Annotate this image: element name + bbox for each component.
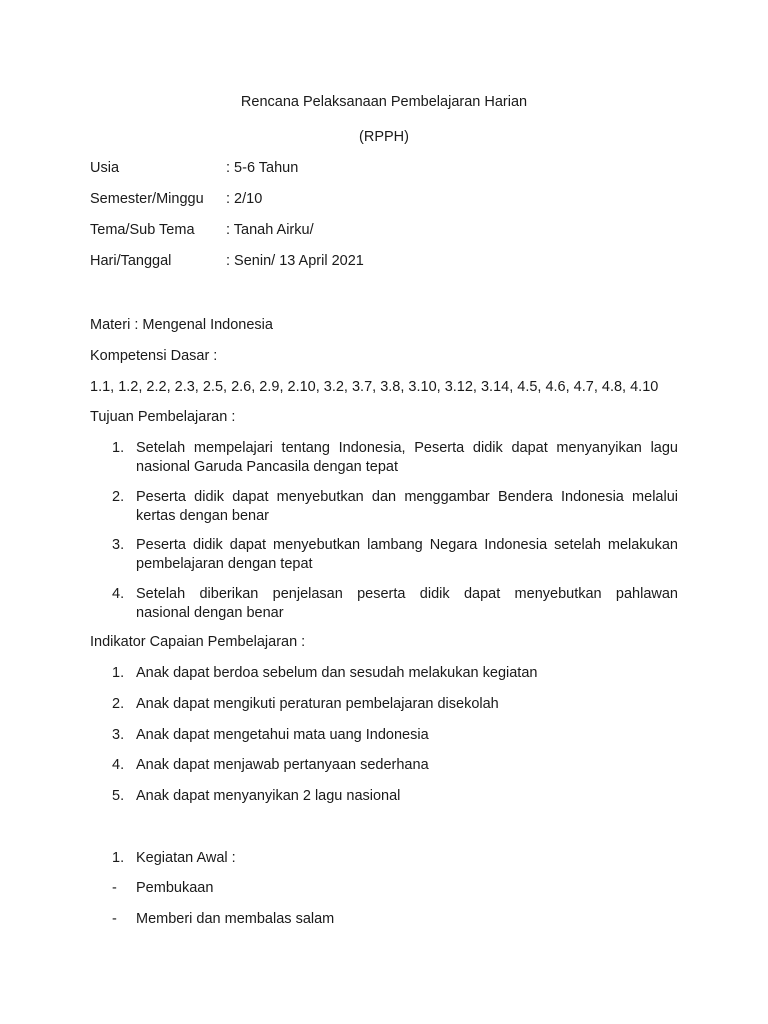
materi-text: Materi : Mengenal Indonesia [90,317,273,333]
list-number: 1. [112,850,125,866]
list-number: 4. [112,757,125,773]
list-item-line: Peserta didik dapat menyebutkan dan menggambar Bendera Indonesia melalui [136,489,678,505]
list-item-line: kertas dengan benar [136,508,270,524]
kompetensi-label: Kompetensi Dasar : [90,348,218,364]
list-item-line: nasional Garuda Pancasila dengan tepat [136,459,398,475]
bullet-dash: - [112,880,117,896]
list-item-line: nasional dengan benar [136,605,284,621]
list-item-line: pembelajaran dengan tepat [136,556,313,572]
list-item [136,536,678,574]
info-label-usia: Usia [90,160,120,176]
list-item: Anak dapat mengikuti peraturan pembelajaran disekolah [136,696,499,712]
list-item: Memberi dan membalas salam [136,911,335,927]
list-item-line: Setelah mempelajari tentang Indonesia, Peserta didik dapat menyanyikan lagu [136,440,678,456]
list-number: 4. [112,586,125,602]
info-value-usia: : 5-6 Tahun [226,160,299,176]
list-item [136,488,678,526]
list-item: Anak dapat mengetahui mata uang Indonesia [136,727,429,743]
list-number: 3. [112,727,125,743]
list-number: 1. [112,665,125,681]
tujuan-label: Tujuan Pembelajaran : [90,409,236,425]
info-label-semester: Semester/Minggu [90,191,204,207]
list-item [136,439,678,477]
list-number: 3. [112,537,125,553]
list-item-line: Peserta didik dapat menyebutkan lambang Negara Indonesia setelah melakukan [136,537,678,553]
list-item: Anak dapat menyanyikan 2 lagu nasional [136,788,401,804]
list-item [136,585,678,623]
list-number: 1. [112,440,125,456]
info-value-tema: : Tanah Airku/ [226,222,314,238]
bullet-dash: - [112,911,117,927]
kompetensi-values: 1.1, 1.2, 2.2, 2.3, 2.5, 2.6, 2.9, 2.10, 3.2, 3.7, 3.8, 3.10, 3.12, 3.14, 4.5, 4.6, 4.7, 4.8, 4.10 [90,379,659,395]
list-item: Anak dapat berdoa sebelum dan sesudah melakukan kegiatan [136,665,538,681]
kegiatan-heading: Kegiatan Awal : [136,850,236,866]
info-label-hari: Hari/Tanggal [90,253,172,269]
info-label-tema: Tema/Sub Tema [90,222,195,238]
info-value-semester: : 2/10 [226,191,263,207]
list-item: Pembukaan [136,880,214,896]
list-item-line: Setelah diberikan penjelasan peserta didik dapat menyebutkan pahlawan [136,586,678,602]
list-number: 2. [112,696,125,712]
indikator-label: Indikator Capaian Pembelajaran : [90,634,306,650]
info-value-hari: : Senin/ 13 April 2021 [226,253,364,269]
document-title: Rencana Pelaksanaan Pembelajaran Harian [240,94,528,110]
list-number: 2. [112,489,125,505]
list-number: 5. [112,788,125,804]
document-subtitle: (RPPH) [359,129,409,145]
list-item: Anak dapat menjawab pertanyaan sederhana [136,757,429,773]
